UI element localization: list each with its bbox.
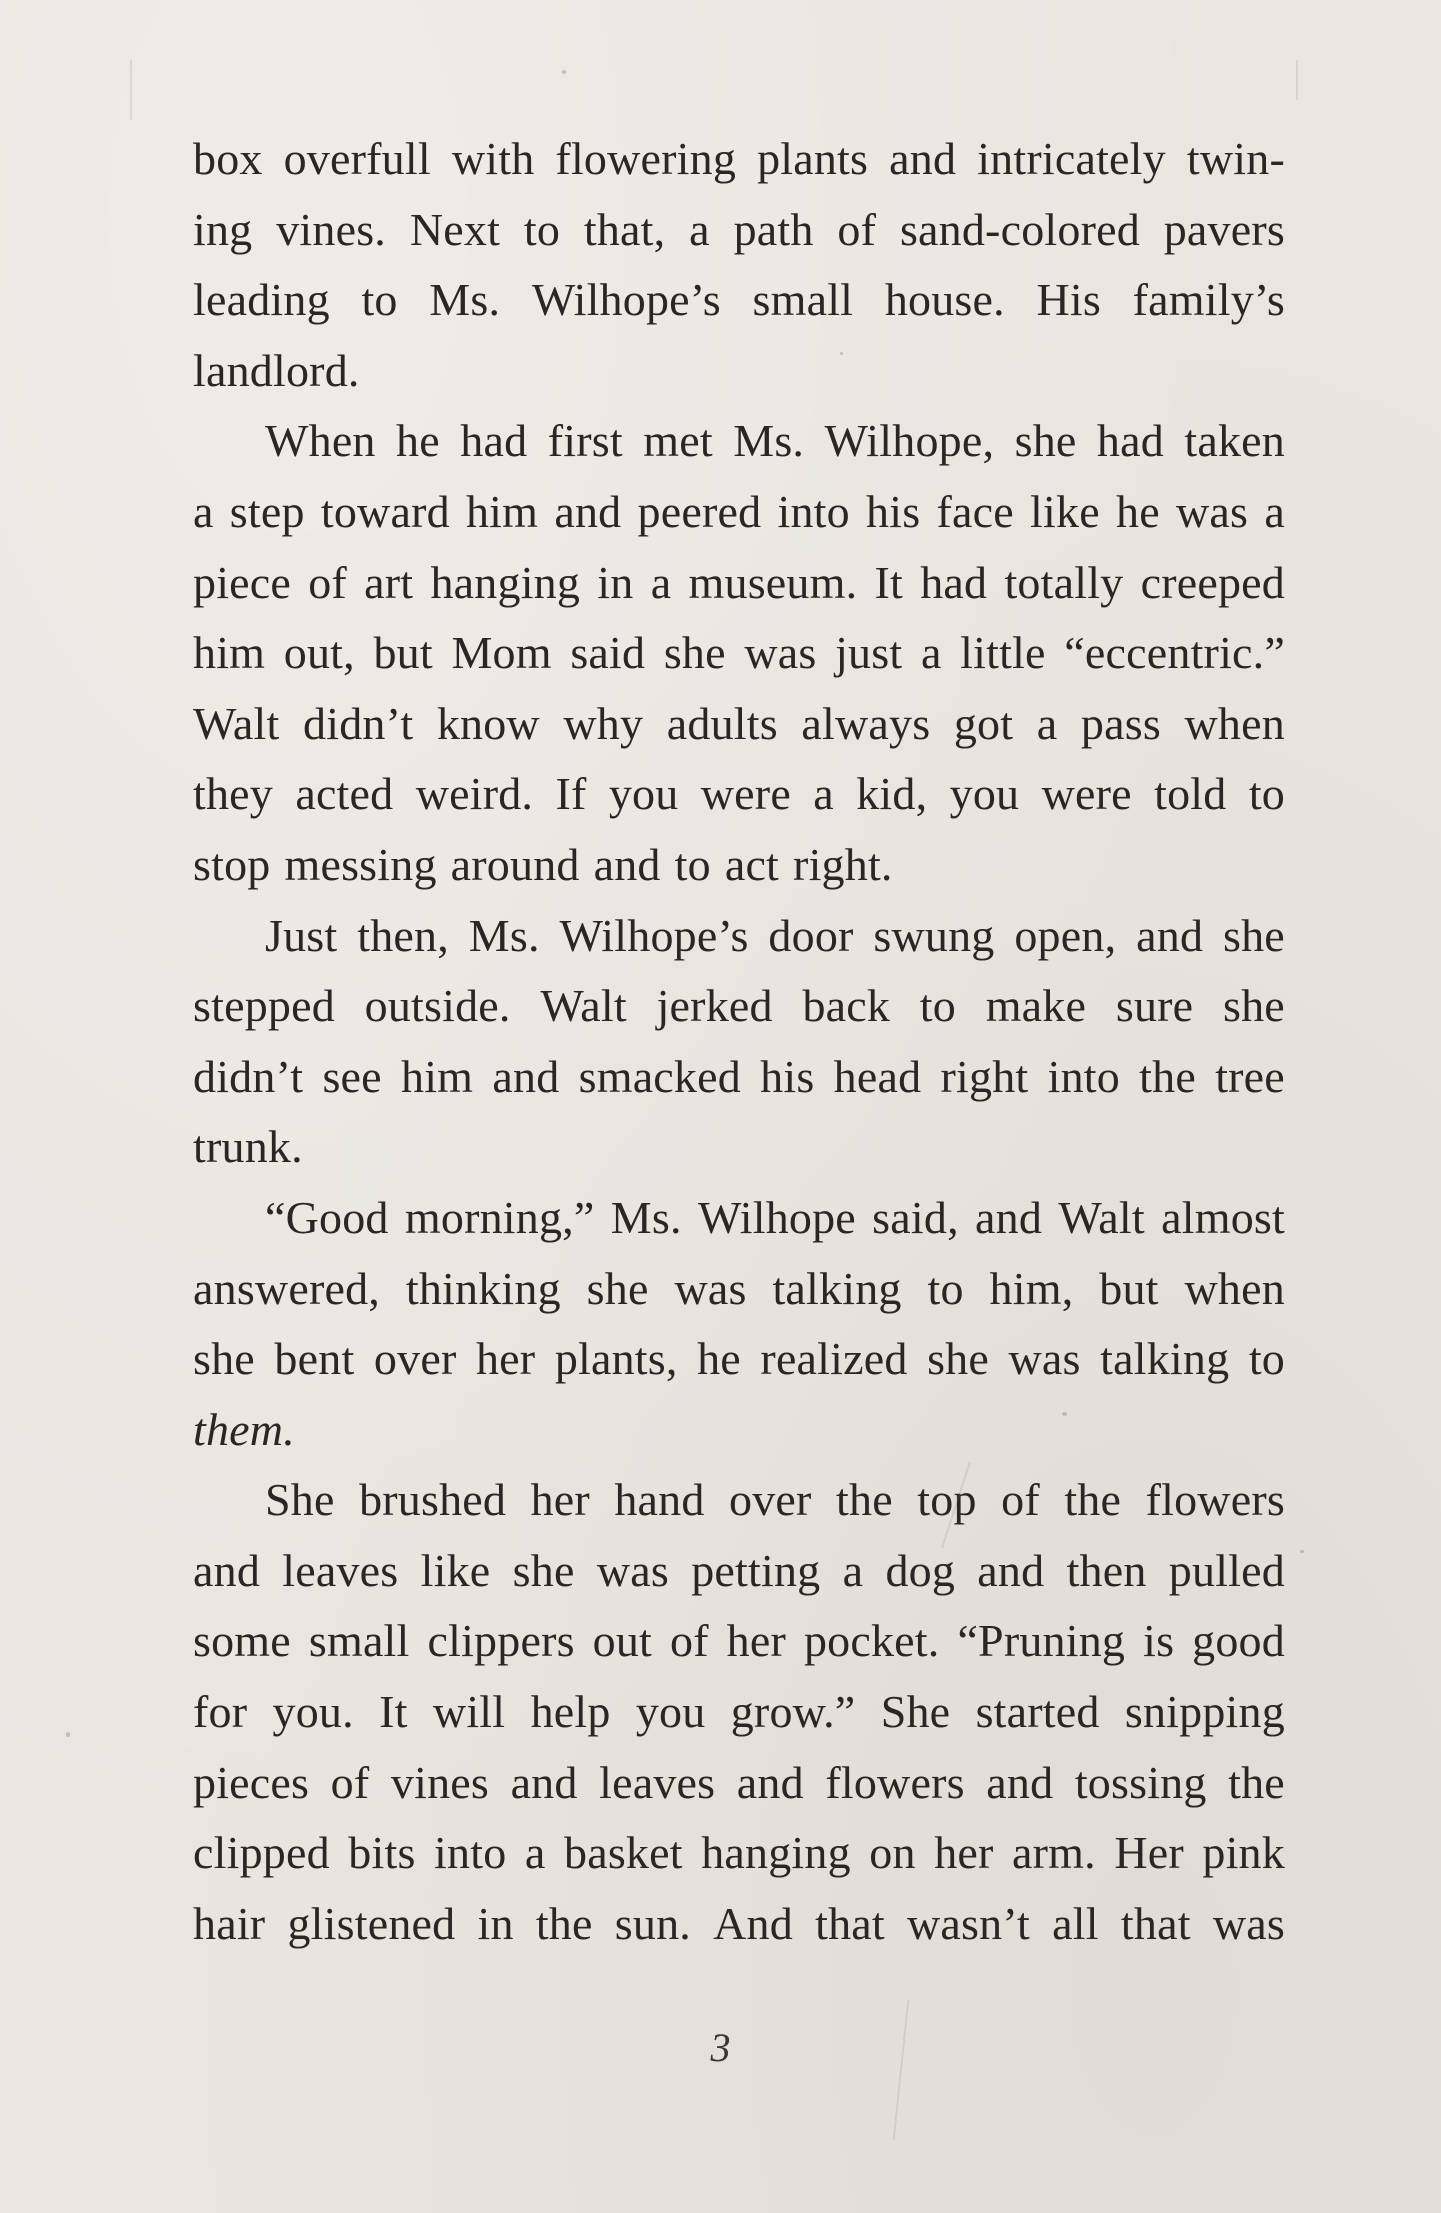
text-line: ing vines. Next to that, a path of sand-colored pavers bbox=[193, 203, 1285, 255]
paper-speck bbox=[1300, 1550, 1304, 1553]
text-line: trunk. bbox=[193, 1121, 303, 1173]
text-line: pieces of vines and leaves and flowers and tossing the bbox=[193, 1756, 1285, 1808]
paper-speck bbox=[1062, 1412, 1067, 1416]
text-line: box overfull with flowering plants and intricately twin- bbox=[193, 133, 1285, 184]
text-line: they acted weird. If you were a kid, you were told to bbox=[193, 768, 1285, 820]
text-line: When he had first met Ms. Wilhope, she had taken bbox=[265, 415, 1285, 467]
text-line: some small clippers out of her pocket. “Pruning is good bbox=[193, 1615, 1285, 1667]
paper-speck bbox=[840, 352, 843, 355]
paper-scratch bbox=[1296, 60, 1298, 100]
page-number: 3 bbox=[710, 2025, 731, 2070]
text-line: piece of art hanging in a museum. It had totally creeped bbox=[193, 556, 1285, 608]
text-line: for you. It will help you grow.” She started snipping bbox=[193, 1686, 1285, 1738]
text-line: Just then, Ms. Wilhope’s door swung open, and she bbox=[265, 909, 1285, 961]
paper-speck bbox=[66, 1732, 70, 1737]
text-line: him out, but Mom said she was just a little “eccentric.” bbox=[193, 627, 1285, 679]
text-line: “Good morning,” Ms. Wilhope said, and Walt almost bbox=[265, 1191, 1285, 1243]
body-text bbox=[193, 124, 1285, 1959]
text-line: answered, thinking she was talking to him, but when bbox=[193, 1262, 1285, 1314]
text-line: hair glistened in the sun. And that wasn’t all that was bbox=[193, 1897, 1285, 1949]
text-line: clipped bits into a basket hanging on her arm. Her pink bbox=[193, 1827, 1285, 1879]
text-line: them. bbox=[193, 1403, 295, 1455]
text-line: she bent over her plants, he realized she was talking to bbox=[193, 1333, 1285, 1385]
paper-speck bbox=[562, 70, 566, 74]
text-line: leading to Ms. Wilhope’s small house. His family’s bbox=[193, 274, 1285, 326]
paper-scratch bbox=[130, 60, 132, 120]
text-line: a step toward him and peered into his face like he was a bbox=[193, 485, 1285, 537]
text-line: Walt didn’t know why adults always got a pass when bbox=[193, 697, 1285, 749]
text-line: and leaves like she was petting a dog and then pulled bbox=[193, 1544, 1285, 1596]
text-line: stepped outside. Walt jerked back to make sure she bbox=[193, 980, 1285, 1032]
text-line: She brushed her hand over the top of the flowers bbox=[265, 1474, 1285, 1526]
text-line: landlord. bbox=[193, 344, 360, 396]
text-line: stop messing around and to act right. bbox=[193, 838, 893, 890]
text-line: didn’t see him and smacked his head right into the tree bbox=[193, 1050, 1285, 1102]
